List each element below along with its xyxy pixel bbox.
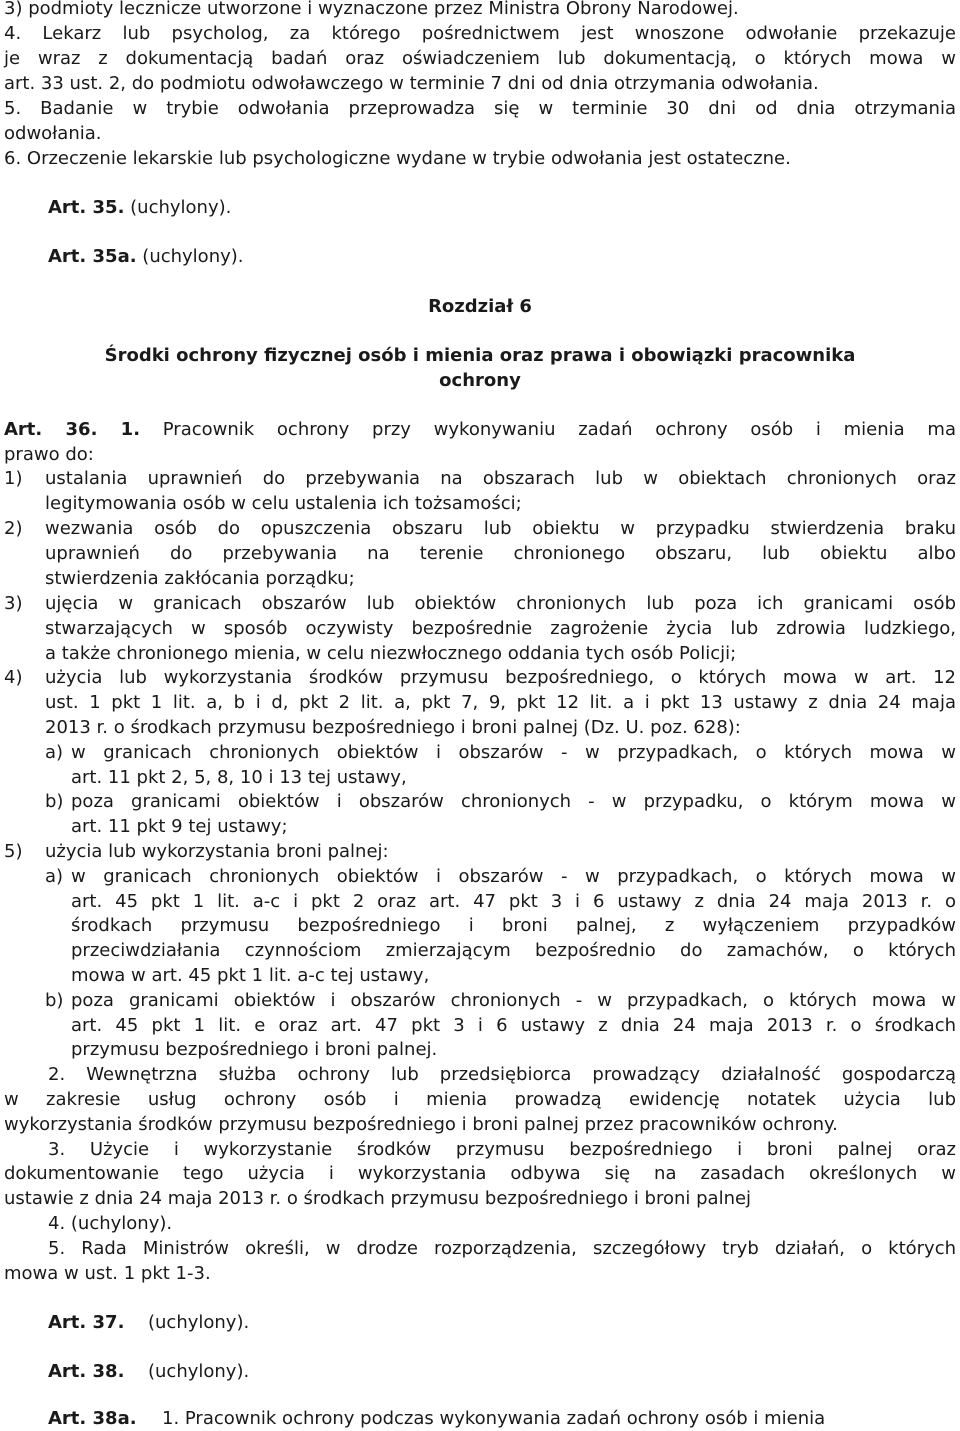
article-number: Art. 36. 1. [4,419,141,440]
article-text: 1. Pracownik ochrony podczas wykonywania zadań ochrony osób i mienia [162,1408,826,1429]
point-label: 5) [4,841,23,862]
article-37 [48,1310,960,1335]
article-number: Art. 38a. [48,1408,137,1429]
point-label: 4) [4,667,23,688]
text-line: użycia lub wykorzystania broni palnej: [45,841,389,862]
text-line: środkach przymusu bezpośredniego i broni palnej, z wyłączeniem przypadków [71,915,956,936]
text-line: stwierdzenia zakłócania porządku; [45,568,355,589]
article-text: (uchylony). [148,1361,250,1382]
text-line: ust. 1 pkt 1 lit. a, b i d, pkt 2 lit. a, pkt 7, 9, pkt 12 lit. a i pkt 13 ustawy z dnia 24 maja [45,692,956,713]
article-text: (uchylony). [142,246,244,267]
text-line: 2013 r. o środkach przymusu bezpośredniego i broni palnej (Dz. U. poz. 628): [45,717,741,738]
text-line: 4. Lekarz lub psycholog, za którego pośrednictwem jest wnoszone odwołanie przekazuje [4,23,956,44]
article-number: Art. 38. [48,1361,125,1382]
text-line: 4. (uchylony). [48,1213,173,1234]
text-line: mowa w art. 45 pkt 1 lit. a-c tej ustawy, [71,965,430,986]
text-line: 3) podmioty lecznicze utworzone i wyznaczone przez Ministra Obrony Narodowej. [4,0,739,19]
text-line: wezwania osób do opuszczenia obszaru lub obiektu w przypadku stwierdzenia braku [45,518,956,539]
subpoint-label: b) [45,791,64,812]
text-line: stwarzających w sposób oczywisty bezpośrednie zagrożenie życia lub zdrowia ludzkiego, [45,618,956,639]
text-line: przeciwdziałania czynnościom zmierzającym bezpośrednio do zamachów, o których [71,940,956,961]
point-label: 2) [4,518,23,539]
article-number: Art. 35a. [48,246,137,267]
article-number: Art. 35. [48,197,125,218]
text-line: w zakresie usług ochrony osób i mienia prowadzą ewidencję notatek użycia lub [4,1089,956,1110]
text-line: ustalania uprawnień do przebywania na obszarach lub w obiektach chronionych oraz [45,468,956,489]
text-line: 6. Orzeczenie lekarskie lub psychologiczne wydane w trybie odwołania jest ostateczne. [4,148,791,169]
article-36-intro [4,417,956,442]
text-line: mowa w ust. 1 pkt 1-3. [4,1263,211,1284]
text-line: użycia lub wykorzystania środków przymusu bezpośredniego, o których mowa w art. 12 [45,667,956,688]
text-line: 5. Rada Ministrów określi, w drodze rozporządzenia, szczegółowy tryb działań, o których [48,1238,956,1259]
article-38a [48,1406,956,1431]
chapter-title: Rozdział 6 [428,296,532,317]
text-line: w granicach chronionych obiektów i obszarów - w przypadkach, o których mowa w [71,742,956,763]
article-text: (uchylony). [148,1312,250,1333]
text-line: przymusu bezpośredniego i broni palnej. [71,1039,438,1060]
article-text: Pracownik ochrony przy wykonywaniu zadań ochrony osób i mienia ma [162,419,956,440]
subpoint-label: a) [45,742,64,763]
text-line: w granicach chronionych obiektów i obszarów - w przypadkach, o których mowa w [71,866,956,887]
point-label: 1) [4,468,23,489]
text-line: art. 45 pkt 1 lit. e oraz art. 47 pkt 3 i 6 ustawy z dnia 24 maja 2013 r. o środkach [71,1015,956,1036]
text-line: ujęcia w granicach obszarów lub obiektów chronionych lub poza ich granicami osób [45,593,956,614]
text-line: legitymowania osób w celu ustalenia ich tożsamości; [45,493,522,514]
text-line: je wraz z dokumentacją badań oraz oświadczeniem lub dokumentacją, o których mowa w [4,48,956,69]
article-38 [48,1359,960,1384]
text-line: wykorzystania środków przymusu bezpośredniego i broni palnej przez pracowników ochrony. [4,1114,838,1135]
text-line: 2. Wewnętrzna służba ochrony lub przedsiębiorca prowadzący działalność gospodarczą [48,1064,956,1085]
article-number: Art. 37. [48,1312,125,1333]
article-35 [48,195,960,220]
text-line: prawo do: [4,444,94,465]
text-line: uprawnień do przebywania na terenie chronionego obszaru, lub obiektu albo [45,543,956,564]
text-line: 5. Badanie w trybie odwołania przeprowadza się w terminie 30 dni od dnia otrzymania [4,98,956,119]
text-line: dokumentowanie tego użycia i wykorzystania odbywa się na zasadach określonych w [4,1163,956,1184]
point-label: 3) [4,593,23,614]
subpoint-label: b) [45,990,64,1011]
chapter-subtitle: ochrony [439,370,521,391]
chapter-subtitle: Środki ochrony fizycznej osób i mienia oraz prawa i obowiązki pracownika [104,345,856,366]
text-line: poza granicami obiektów i obszarów chronionych - w przypadku, o którym mowa w [71,791,956,812]
text-line: 3. Użycie i wykorzystanie środków przymusu bezpośredniego i broni palnej oraz [48,1139,956,1160]
text-line: poza granicami obiektów i obszarów chronionych - w przypadkach, o których mowa w [71,990,956,1011]
text-line: art. 33 ust. 2, do podmiotu odwoławczego w terminie 7 dni od dnia otrzymania odwołania. [4,73,819,94]
text-line: odwołania. [4,123,102,144]
text-line: art. 11 pkt 9 tej ustawy; [71,816,288,837]
subpoint-label: a) [45,866,64,887]
text-line: ustawie z dnia 24 maja 2013 r. o środkach przymusu bezpośredniego i broni palnej [4,1188,752,1209]
text-line: a także chronionego mienia, w celu niezwłocznego oddania tych osób Policji; [45,643,737,664]
text-line: art. 45 pkt 1 lit. a-c i pkt 2 oraz art. 47 pkt 3 i 6 ustawy z dnia 24 maja 2013 r. o [71,891,956,912]
text-line: art. 11 pkt 2, 5, 8, 10 i 13 tej ustawy, [71,767,407,788]
article-text: (uchylony). [130,197,232,218]
article-35a [48,244,960,269]
